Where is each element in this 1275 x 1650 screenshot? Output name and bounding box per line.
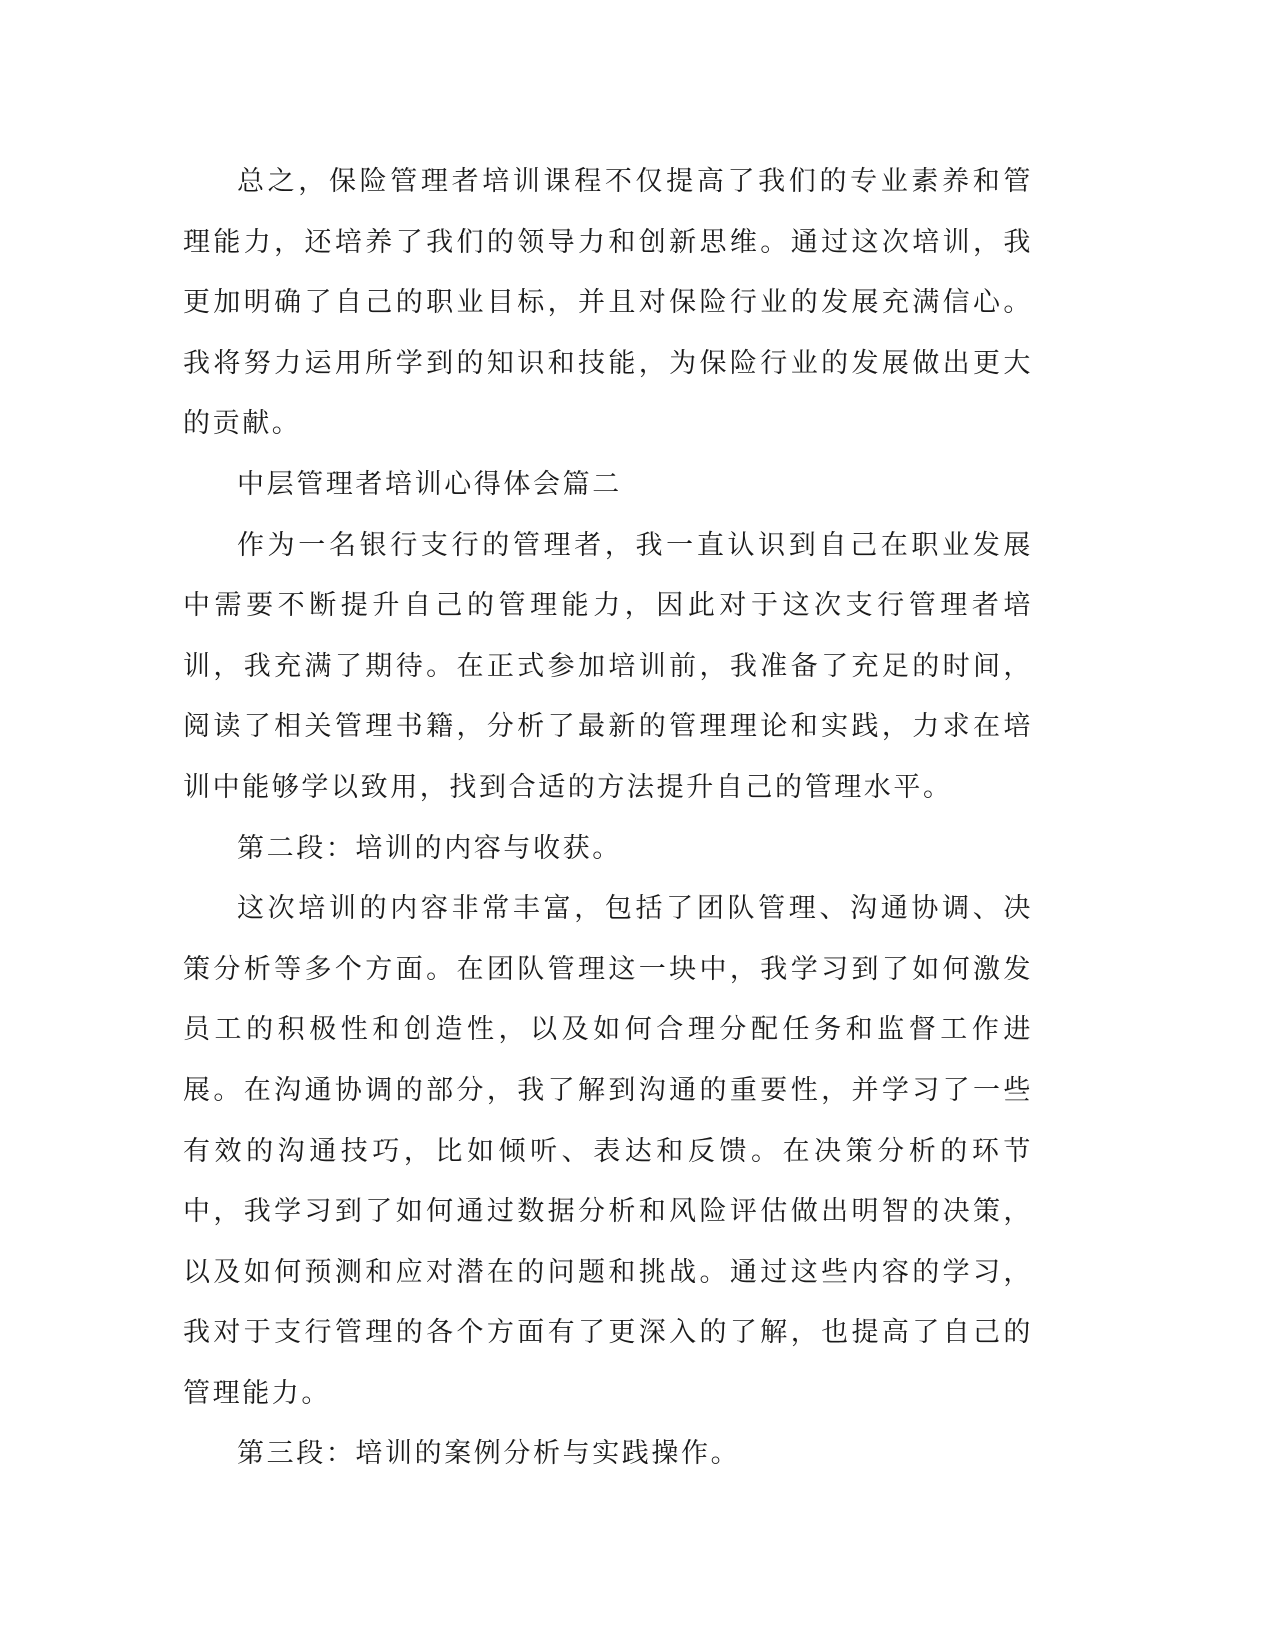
section-heading-paragraph-three: 第三段：培训的案例分析与实践操作。 — [237, 1438, 741, 1470]
paragraph-conclusion: 总之，保险管理者培训课程不仅提高了我们的专业素养和管理能力，还培养了我们的领导力和创新思维。通过这次培训，我更加明确了自己的职业目标，并且对保险行业的发展充满信心。我将努力运用所学到的知识和技能，为保险行业的发展做出更大的贡献。 — [183, 166, 1033, 440]
paragraph-intro: 作为一名银行支行的管理者，我一直认识到自己在职业发展中需要不断提升自己的管理能力，因此对于这次支行管理者培训，我充满了期待。在正式参加培训前，我准备了充足的时间，阅读了相关管理书籍，分析了最新的管理理论和实践，力求在培训中能够学以致用，找到合适的方法提升自己的管理水平。 — [183, 529, 1033, 803]
document-body — [183, 152, 1033, 1485]
paragraph-training-content: 这次培训的内容非常丰富，包括了团队管理、沟通协调、决策分析等多个方面。在团队管理这一块中，我学习到了如何激发员工的积极性和创造性，以及如何合理分配任务和监督工作进展。在沟通协调的部分，我了解到沟通的重要性，并学习了一些有效的沟通技巧，比如倾听、表达和反馈。在决策分析的环节中，我学习到了如何通过数据分析和风险评估做出明智的决策，以及如何预测和应对潜在的问题和挑战。通过这些内容的学习，我对于支行管理的各个方面有了更深入的了解，也提高了自己的管理能力。 — [183, 893, 1033, 1409]
section-heading-paragraph-two: 第二段：培训的内容与收获。 — [237, 832, 622, 864]
section-heading-part-two: 中层管理者培训心得体会篇二 — [237, 468, 622, 500]
